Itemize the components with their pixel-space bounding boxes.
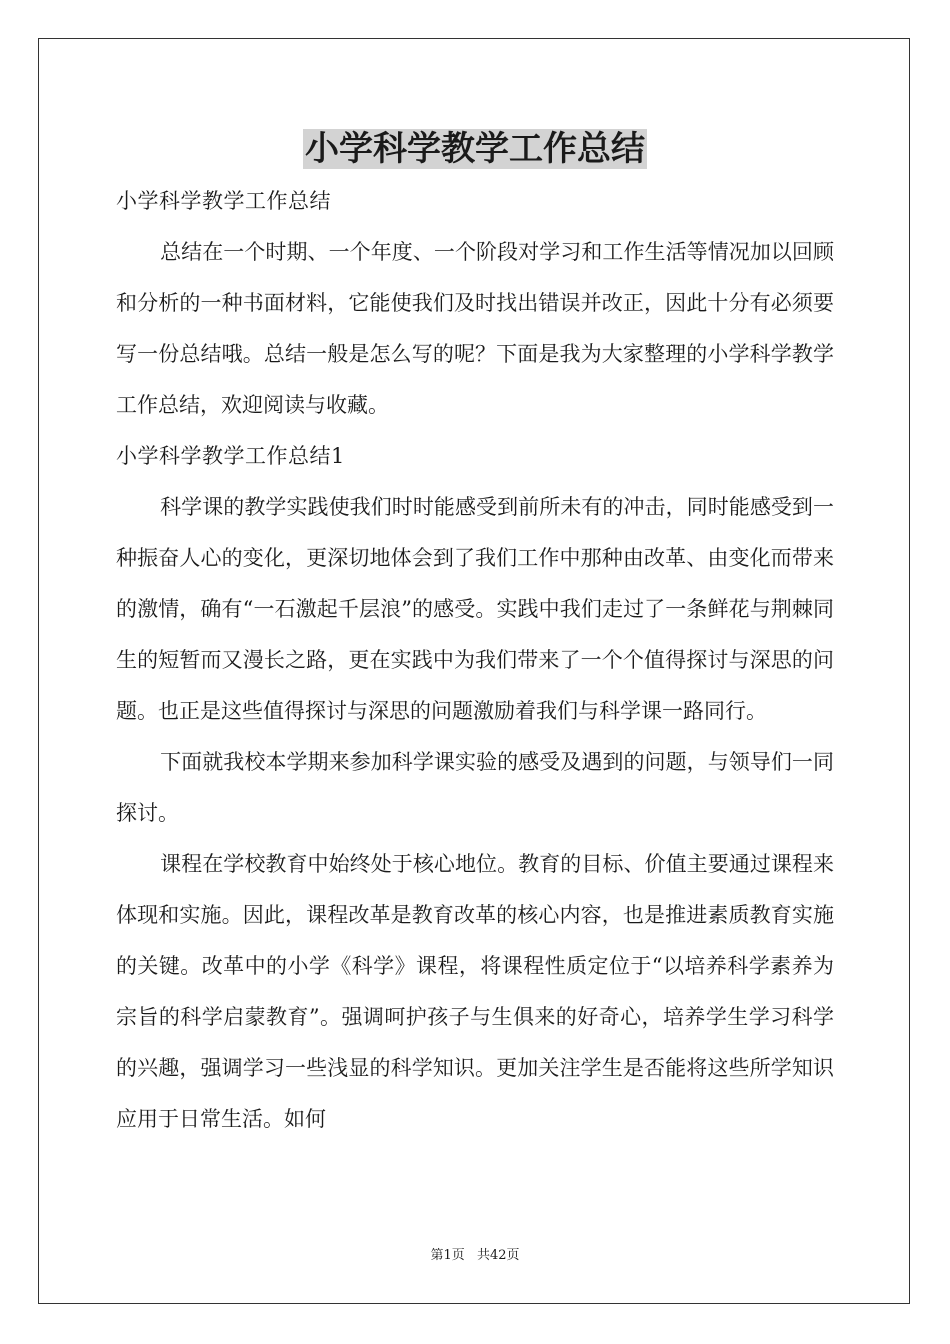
document-title bbox=[0, 126, 950, 172]
paragraph: 总结在一个时期、一个年度、一个阶段对学习和工作生活等情况加以回顾和分析的一种书面材料，它能使我们及时找出错误并改正，因此十分有必须要写一份总结哦。总结一般是怎么写的呢？下面是我为大家整理的小学科学教学工作总结，欢迎阅读与收藏。 bbox=[116, 240, 834, 417]
paragraph: 下面就我校本学期来参加科学课实验的感受及遇到的问题，与领导们一同探讨。 bbox=[116, 750, 834, 825]
page-footer bbox=[0, 1247, 950, 1265]
page-number: 第1页 bbox=[430, 1248, 465, 1263]
document-body bbox=[116, 176, 834, 1145]
document-title-text: 小学科学教学工作总结 bbox=[305, 129, 645, 169]
section-heading: 小学科学教学工作总结 bbox=[116, 189, 331, 213]
paragraph: 科学课的教学实践使我们时时能感受到前所未有的冲击，同时能感受到一种振奋人心的变化，更深切地体会到了我们工作中那种由改革、由变化而带来的激情，确有“一石激起千层浪”的感受。实践中我们走过了一条鲜花与荆棘同生的短暂而又漫长之路，更在实践中为我们带来了一个个值得探讨与深思的问题。也正是这些值得探讨与深思的问题激励着我们与科学课一路同行。 bbox=[116, 495, 834, 723]
page-total: 共42页 bbox=[476, 1248, 520, 1263]
section-heading: 小学科学教学工作总结1 bbox=[116, 444, 345, 468]
paragraph: 课程在学校教育中始终处于核心地位。教育的目标、价值主要通过课程来体现和实施。因此，课程改革是教育改革的核心内容，也是推进素质教育实施的关键。改革中的小学《科学》课程，将课程性质定位于“以培养科学素养为宗旨的科学启蒙教育”。强调呵护孩子与生俱来的好奇心，培养学生学习科学的兴趣，强调学习一些浅显的科学知识。更加关注学生是否能将这些所学知识应用于日常生活。如何 bbox=[116, 852, 834, 1131]
